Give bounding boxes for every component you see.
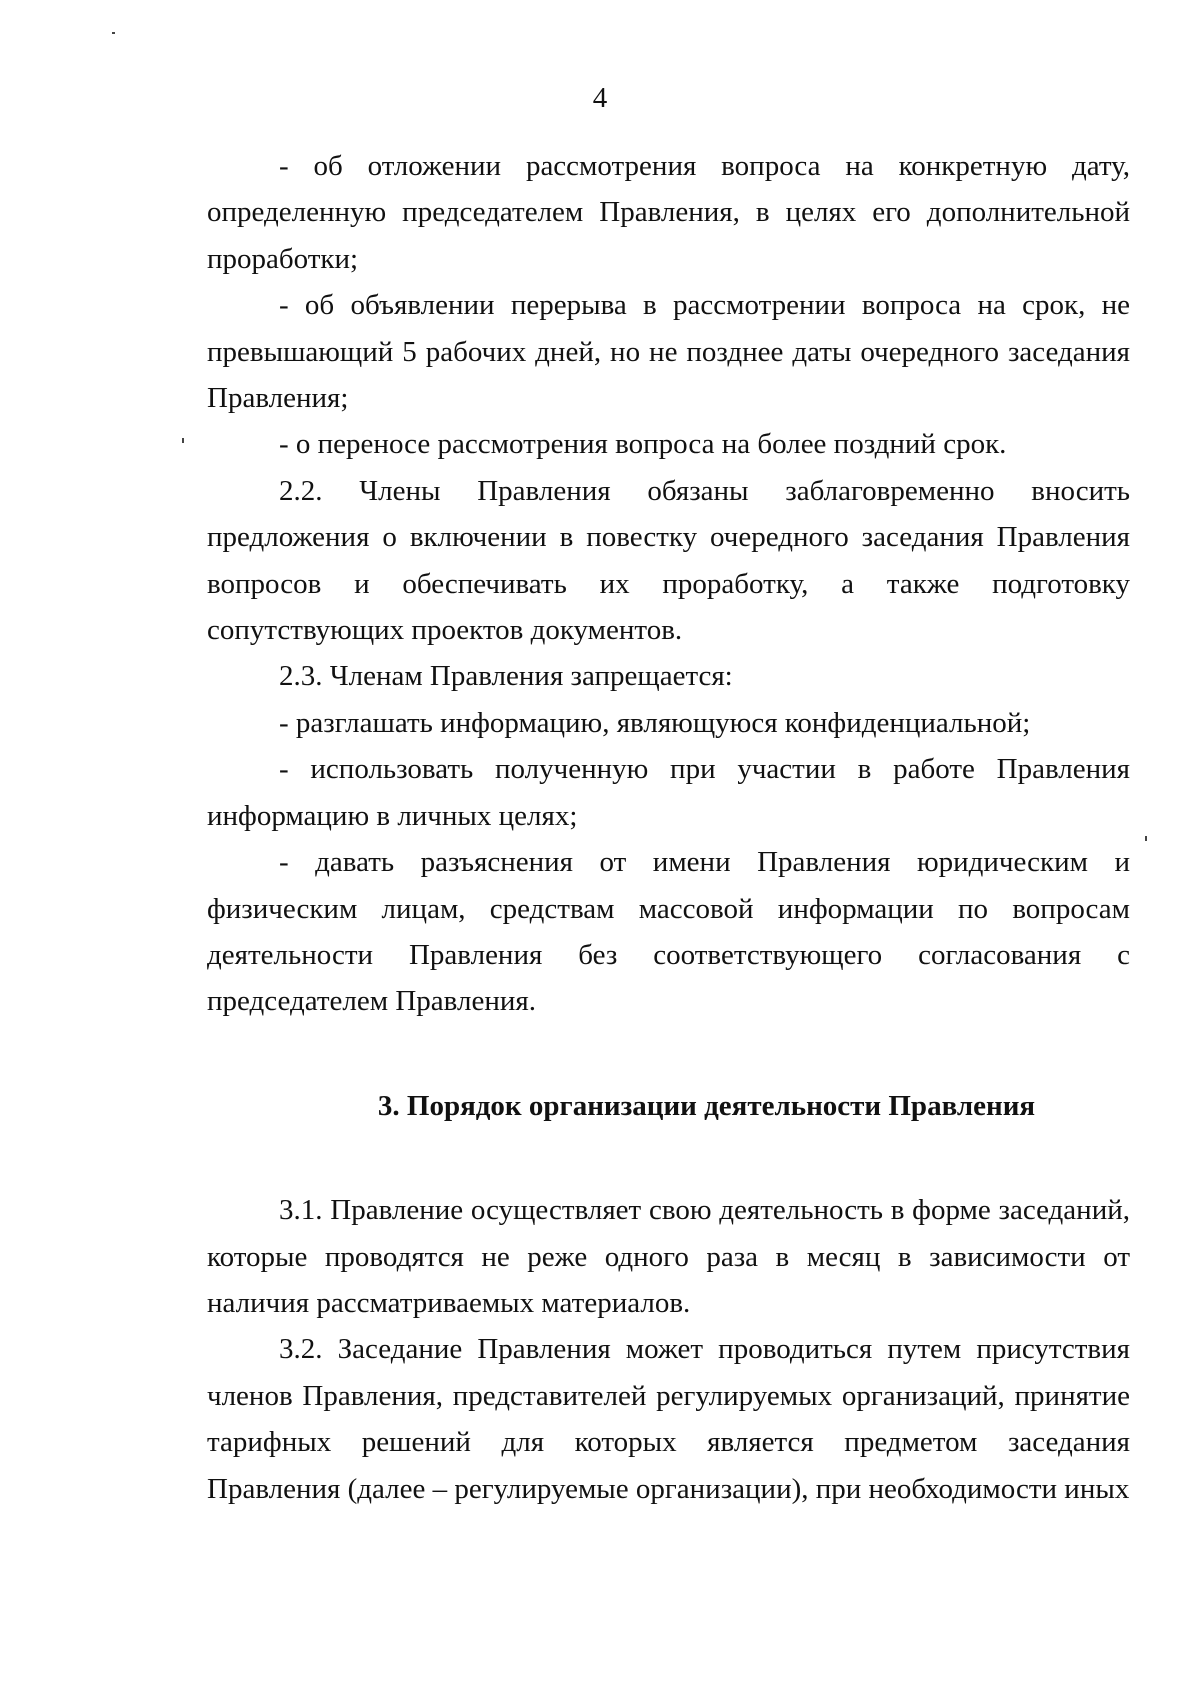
paragraph: - использовать полученную при участии в работе Правления информацию в личных целях; [207, 753, 1130, 832]
section-heading: 3. Порядок организации деятельности Правления [377, 1089, 1036, 1122]
scan-speck [1145, 836, 1147, 841]
page-number: 4 [592, 82, 608, 114]
paragraph: - об объявлении перерыва в рассмотрении вопроса на срок, не превышающий 5 рабочих дней, но не позднее даты очередного заседания Правления; [207, 289, 1130, 415]
paragraph: - об отложении рассмотрения вопроса на конкретную дату, определенную председателем Правления, в целях его дополнительной проработки; [207, 150, 1130, 275]
document-body [207, 143, 1130, 1512]
paragraph: 2.3. Членам Правления запрещается: [279, 660, 733, 693]
paragraph: - разглашать информацию, являющуюся конфиденциальной; [279, 706, 1031, 739]
paragraph: 3.1. Правление осуществляет свою деятельность в форме заседаний, которые проводятся не реже одного раза в месяц в зависимости от наличия рассматриваемых материалов. [207, 1194, 1130, 1319]
paragraph: 2.2. Члены Правления обязаны заблаговременно вносить предложения о включении в повестку очередного заседания Правления вопросов и обеспечивать их проработку, а также подготовку сопутствующих проектов документов. [207, 474, 1130, 647]
paragraph: 3.2. Заседание Правления может проводиться путем присутствия членов Правления, представителей регулируемых организаций, принятие тарифных решений для которых является предметом заседания Правления (далее – регулируемые организации), при необходимости иных [207, 1333, 1130, 1505]
paragraph: - о переносе рассмотрения вопроса на более поздний срок. [279, 428, 1007, 461]
paragraph: - давать разъяснения от имени Правления юридическим и физическим лицам, средствам массовой информации по вопросам деятельности Правления без соответствующего согласования с председателем Правления. [207, 846, 1130, 1018]
scan-speck [182, 438, 184, 443]
scan-speck [112, 32, 115, 34]
